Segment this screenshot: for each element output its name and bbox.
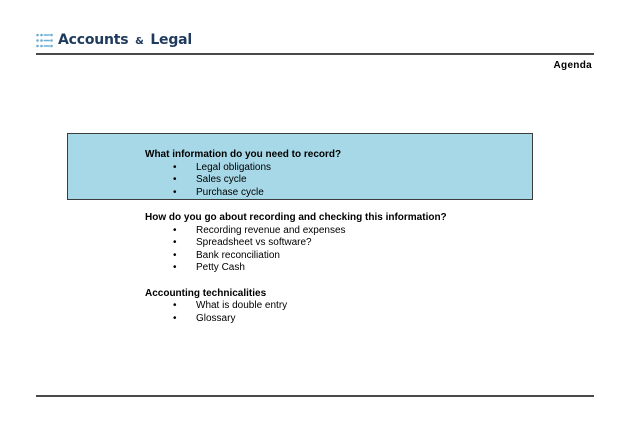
list-item: [145, 313, 545, 326]
list-item-label: Sales cycle: [196, 174, 247, 185]
list-item-label: Petty Cash: [196, 262, 245, 273]
list-item: [145, 187, 545, 200]
bullet-icon: •: [173, 161, 177, 173]
list-item-label: Recording revenue and expenses: [196, 224, 346, 236]
bullet-icon: •: [173, 312, 177, 324]
list-item: [145, 262, 545, 275]
list-item: [145, 300, 545, 313]
bullet-icon: •: [173, 300, 177, 311]
list-item: [145, 162, 545, 175]
bullet-icon: •: [173, 249, 177, 261]
slide-label: Agenda: [553, 60, 592, 71]
bullet-icon: •: [173, 174, 177, 185]
agenda-section: [145, 212, 545, 275]
agenda-section: [145, 149, 545, 199]
list-item-label: What is double entry: [196, 300, 288, 311]
bullet-icon: •: [173, 186, 177, 198]
logo-word-legal: Legal: [150, 32, 193, 48]
agenda-content: [145, 149, 545, 325]
logo-ampersand: &: [135, 36, 144, 47]
list-item: [145, 174, 545, 187]
bullet-list: [145, 300, 545, 325]
dotted-lines-logo-icon: [36, 32, 53, 49]
section-heading: How do you go about recording and checking this information?: [145, 212, 447, 223]
bullet-list: [145, 225, 545, 275]
bullet-icon: •: [173, 224, 177, 236]
agenda-section: [145, 288, 545, 326]
list-item: [145, 225, 545, 238]
list-item-label: Purchase cycle: [196, 186, 264, 198]
bullet-icon: •: [173, 262, 177, 273]
footer-divider: [36, 395, 594, 397]
list-item-label: Glossary: [196, 312, 236, 324]
list-item: [145, 250, 545, 263]
header-divider: [36, 53, 594, 55]
list-item-label: Bank reconciliation: [196, 249, 280, 261]
bullet-icon: •: [173, 237, 177, 248]
list-item-label: Legal obligations: [196, 161, 272, 173]
section-heading: Accounting technicalities: [145, 287, 267, 299]
list-item: [145, 237, 545, 250]
bullet-list: [145, 162, 545, 200]
logo-wordmark: [58, 32, 192, 48]
section-heading: What information do you need to record?: [145, 149, 342, 160]
list-item-label: Spreadsheet vs software?: [196, 237, 312, 248]
company-logo: [36, 29, 192, 51]
logo-word-accounts: Accounts: [58, 32, 129, 48]
